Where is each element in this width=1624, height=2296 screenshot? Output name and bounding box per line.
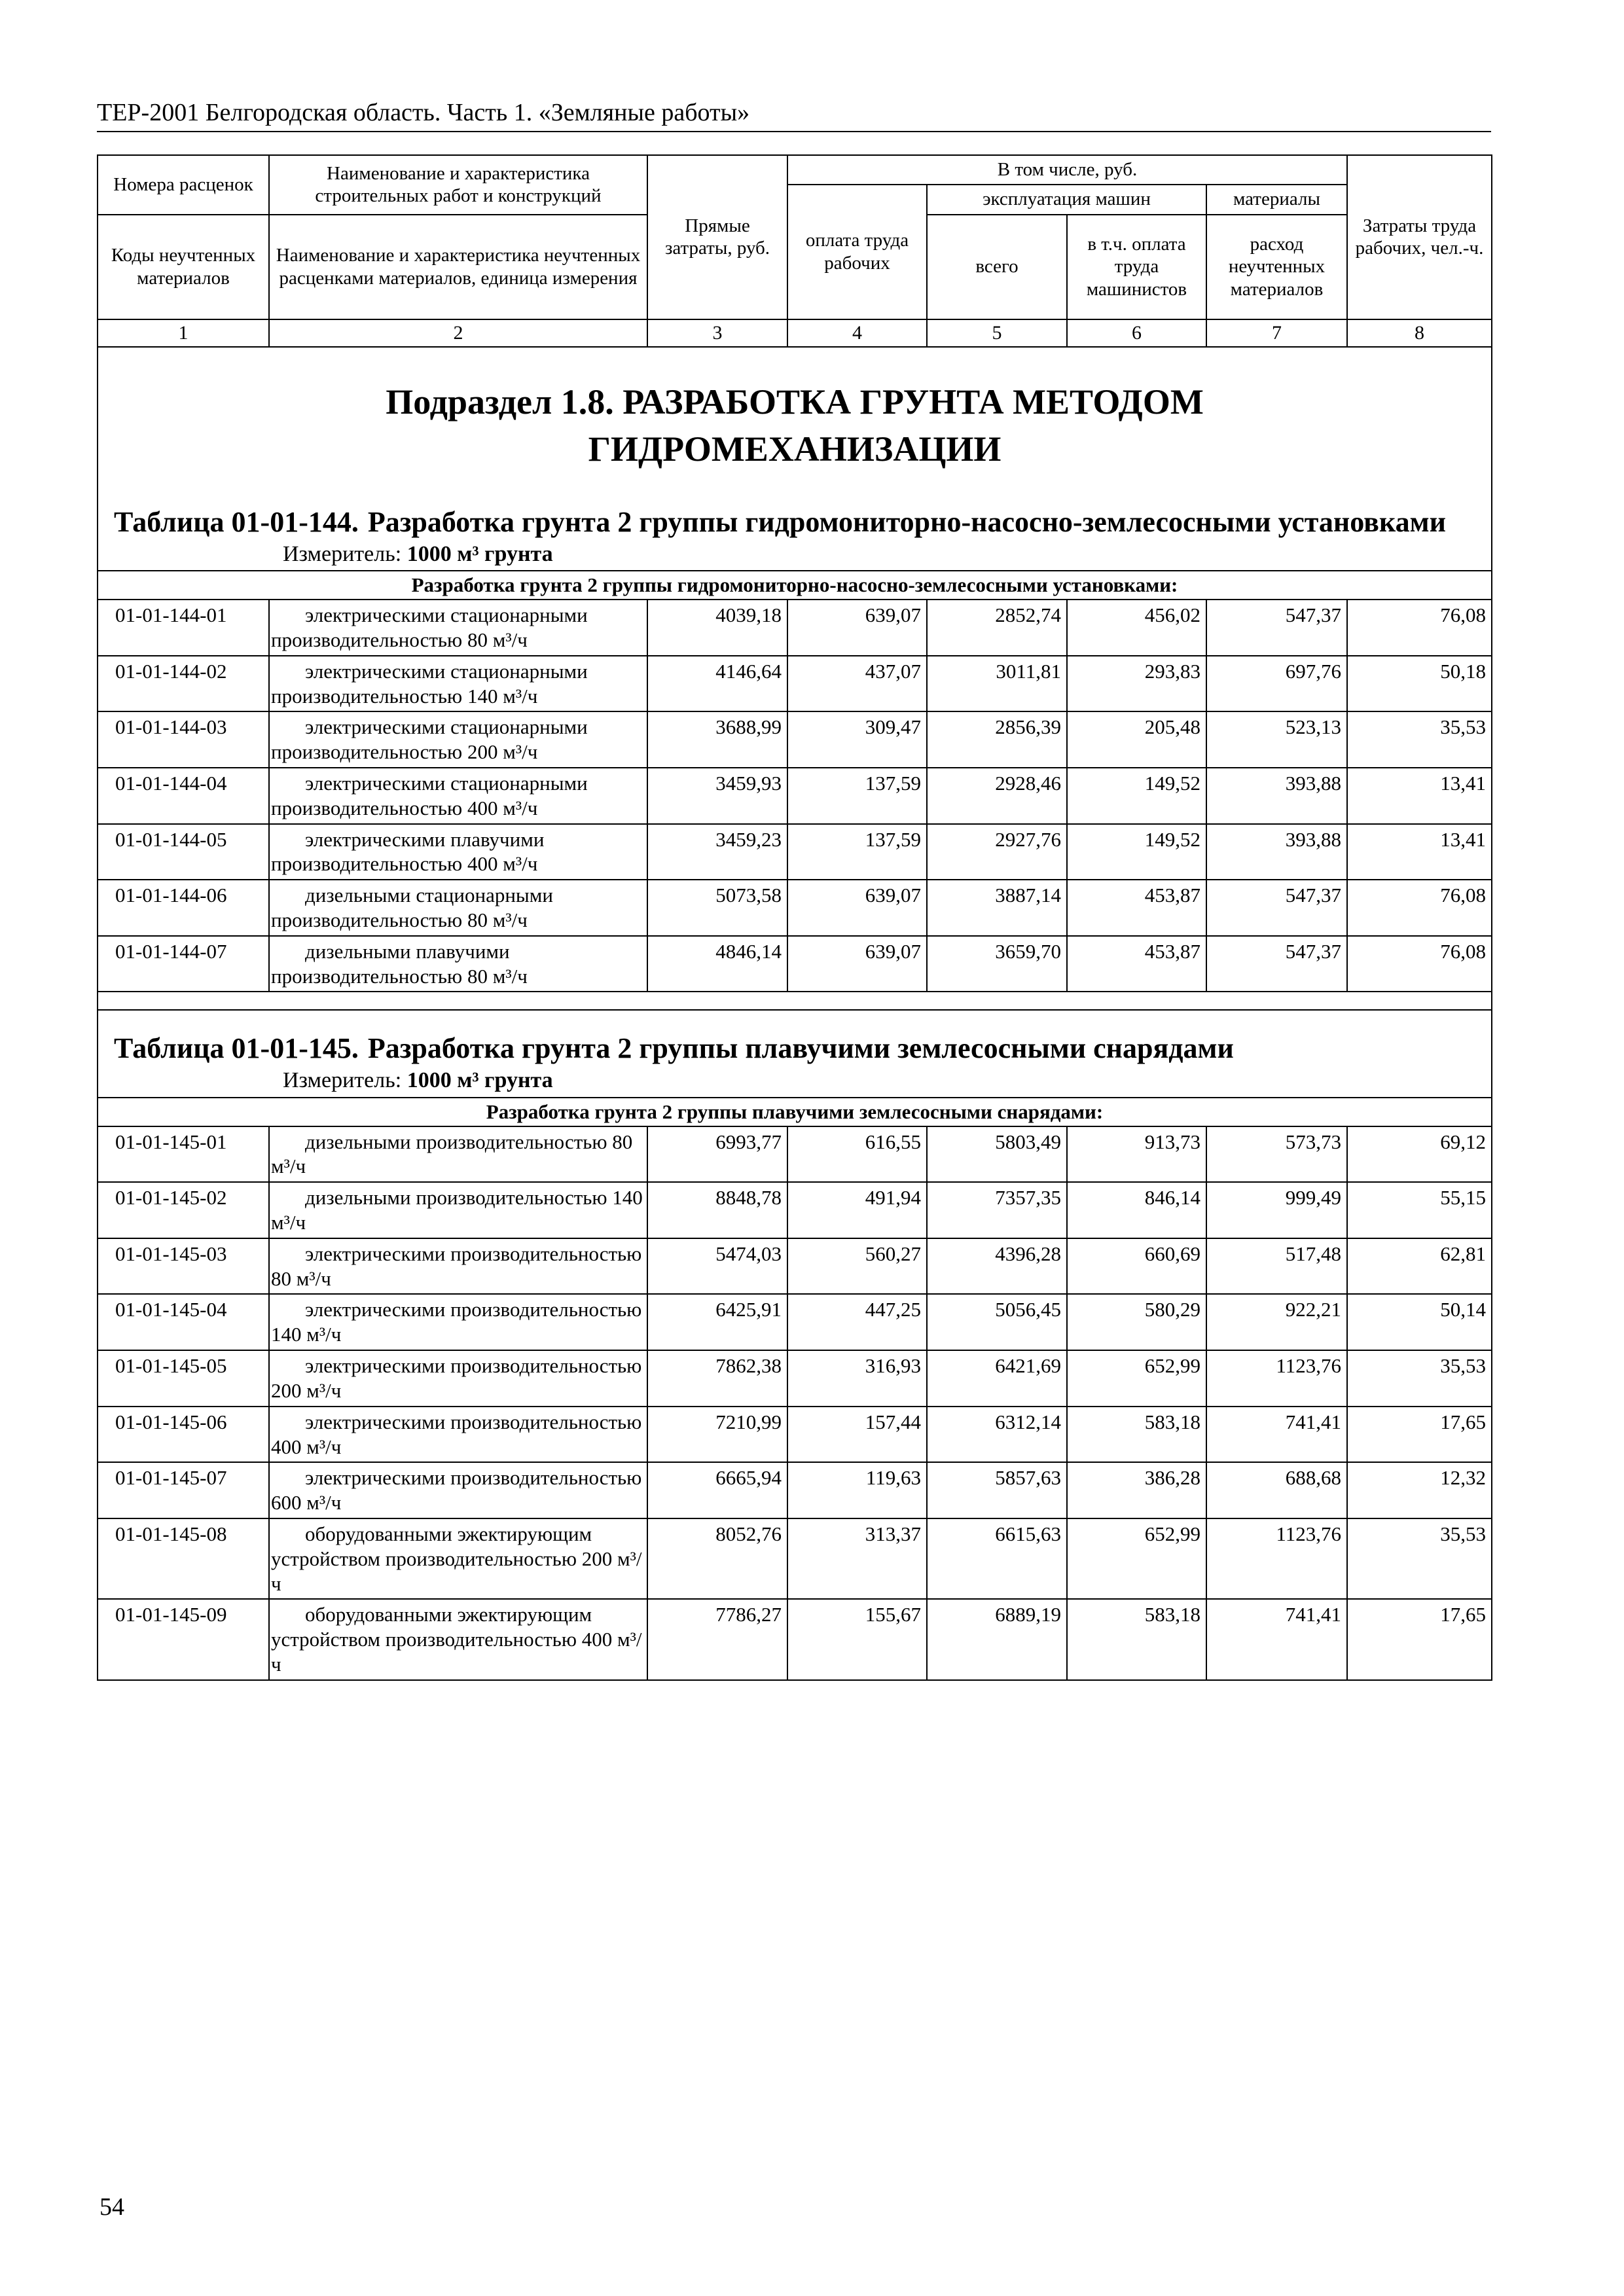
table-row	[98, 656, 1492, 712]
direct-costs: 8848,78	[647, 1182, 787, 1238]
material-costs: 741,41	[1206, 1599, 1347, 1679]
table-row	[98, 1126, 1492, 1183]
table-145-title	[98, 1011, 1491, 1067]
labor-wages: 639,07	[787, 880, 927, 936]
labor-hours: 76,08	[1347, 600, 1492, 656]
column-number: 5	[927, 319, 1067, 348]
work-description: электрическими стационарными производительностью 80 м³/ч	[269, 600, 647, 656]
work-description: дизельными производительностью 80 м³/ч	[269, 1126, 647, 1183]
rate-code: 01-01-144-04	[98, 768, 269, 824]
col2-header-bottom: Наименование и характеристика неучтенных расценками материалов, единица измерения	[269, 215, 647, 319]
rate-code: 01-01-145-04	[98, 1294, 269, 1350]
rate-code: 01-01-145-05	[98, 1350, 269, 1407]
material-costs: 697,76	[1206, 656, 1347, 712]
table-144-group-header: Разработка грунта 2 группы гидромониторно-насосно-землесосными установками:	[98, 571, 1492, 600]
work-description: электрическими стационарными производительностью 140 м³/ч	[269, 656, 647, 712]
machines-header: эксплуатация машин	[927, 185, 1206, 215]
labor-wages: 313,37	[787, 1518, 927, 1599]
work-description: дизельными стационарными производительностью 80 м³/ч	[269, 880, 647, 936]
labor-wages: 137,59	[787, 768, 927, 824]
machine-costs-total: 3887,14	[927, 880, 1067, 936]
work-description: электрическими производительностью 200 м³/ч	[269, 1350, 647, 1407]
table-row	[98, 1462, 1492, 1518]
labor-wages: 137,59	[787, 824, 927, 880]
machinist-wages: 456,02	[1067, 600, 1206, 656]
table-144-rows	[98, 600, 1492, 992]
labor-hours: 76,08	[1347, 936, 1492, 992]
material-costs: 1123,76	[1206, 1350, 1347, 1407]
table-144-measure	[98, 541, 1491, 570]
column-number: 1	[98, 319, 269, 348]
col1-header-top: Номера расценок	[98, 155, 269, 215]
table-row	[98, 1294, 1492, 1350]
machinist-wages: 149,52	[1067, 824, 1206, 880]
material-costs: 741,41	[1206, 1407, 1347, 1463]
machine-costs-total: 6421,69	[927, 1350, 1067, 1407]
work-description: электрическими производительностью 600 м³/ч	[269, 1462, 647, 1518]
machine-costs-total: 4396,28	[927, 1238, 1067, 1295]
column-number: 8	[1347, 319, 1492, 348]
material-costs: 573,73	[1206, 1126, 1347, 1183]
material-costs: 999,49	[1206, 1182, 1347, 1238]
column-number: 6	[1067, 319, 1206, 348]
col7-header: расход неучтенных материалов	[1206, 215, 1347, 319]
machine-costs-total: 6615,63	[927, 1518, 1067, 1599]
labor-wages: 155,67	[787, 1599, 927, 1679]
labor-wages: 639,07	[787, 936, 927, 992]
table-row	[98, 1599, 1492, 1679]
machinist-wages: 205,48	[1067, 711, 1206, 768]
machinist-wages: 652,99	[1067, 1350, 1206, 1407]
labor-hours: 35,53	[1347, 711, 1492, 768]
labor-wages: 491,94	[787, 1182, 927, 1238]
direct-costs: 3459,23	[647, 824, 787, 880]
labor-hours: 62,81	[1347, 1238, 1492, 1295]
rate-code: 01-01-144-03	[98, 711, 269, 768]
work-description: дизельными плавучими производительностью 80 м³/ч	[269, 936, 647, 992]
machinist-wages: 913,73	[1067, 1126, 1206, 1183]
rate-code: 01-01-145-06	[98, 1407, 269, 1463]
table-145-label: Таблица 01-01-145.	[114, 1032, 359, 1065]
col6-header: в т.ч. оплата труда машинистов	[1067, 215, 1206, 319]
table-145-measure	[98, 1067, 1491, 1096]
material-costs: 393,88	[1206, 824, 1347, 880]
table-row	[98, 936, 1492, 992]
rate-code: 01-01-144-06	[98, 880, 269, 936]
rates-table	[97, 154, 1492, 1681]
labor-wages: 560,27	[787, 1238, 927, 1295]
machinist-wages: 293,83	[1067, 656, 1206, 712]
machine-costs-total: 5056,45	[927, 1294, 1067, 1350]
table-row	[98, 1407, 1492, 1463]
rate-code: 01-01-145-02	[98, 1182, 269, 1238]
labor-hours: 12,32	[1347, 1462, 1492, 1518]
work-description: электрическими стационарными производительностью 400 м³/ч	[269, 768, 647, 824]
direct-costs: 5073,58	[647, 880, 787, 936]
measure-value: 1000 м³ грунта	[406, 1068, 553, 1093]
machine-costs-total: 2856,39	[927, 711, 1067, 768]
running-title: ТЕР-2001 Белгородская область. Часть 1. «Земляные работы»	[97, 99, 750, 126]
labor-hours: 35,53	[1347, 1350, 1492, 1407]
machine-costs-total: 6312,14	[927, 1407, 1067, 1463]
material-costs: 688,68	[1206, 1462, 1347, 1518]
machine-costs-total: 5857,63	[927, 1462, 1067, 1518]
machine-costs-total: 7357,35	[927, 1182, 1067, 1238]
machine-costs-total: 5803,49	[927, 1126, 1067, 1183]
labor-wages: 447,25	[787, 1294, 927, 1350]
table-row	[98, 711, 1492, 768]
machine-costs-total: 2928,46	[927, 768, 1067, 824]
labor-hours: 76,08	[1347, 880, 1492, 936]
col4-header: оплата труда рабочих	[787, 185, 927, 319]
table-145-title-text: Разработка грунта 2 группы плавучими землесосными снарядами	[367, 1032, 1234, 1065]
machinist-wages: 583,18	[1067, 1599, 1206, 1679]
table-144-title	[98, 486, 1491, 541]
work-description: электрическими плавучими производительностью 400 м³/ч	[269, 824, 647, 880]
direct-costs: 3459,93	[647, 768, 787, 824]
direct-costs: 4146,64	[647, 656, 787, 712]
material-costs: 523,13	[1206, 711, 1347, 768]
direct-costs: 6665,94	[647, 1462, 787, 1518]
rate-code: 01-01-145-08	[98, 1518, 269, 1599]
machinist-wages: 652,99	[1067, 1518, 1206, 1599]
machinist-wages: 846,14	[1067, 1182, 1206, 1238]
material-costs: 517,48	[1206, 1238, 1347, 1295]
rate-code: 01-01-145-03	[98, 1238, 269, 1295]
table-row	[98, 1238, 1492, 1295]
table-row	[98, 880, 1492, 936]
measure-label: Измеритель:	[283, 541, 402, 566]
table-spacer	[98, 992, 1492, 1010]
work-description: дизельными производительностью 140 м³/ч	[269, 1182, 647, 1238]
direct-costs: 4039,18	[647, 600, 787, 656]
measure-label: Измеритель:	[283, 1068, 402, 1093]
materials-header: материалы	[1206, 185, 1347, 215]
col2-header-top: Наименование и характеристика строительных работ и конструкций	[269, 155, 647, 215]
labor-wages: 157,44	[787, 1407, 927, 1463]
material-costs: 547,37	[1206, 600, 1347, 656]
col3-header: Прямые затраты, руб.	[647, 155, 787, 319]
column-number: 3	[647, 319, 787, 348]
material-costs: 547,37	[1206, 880, 1347, 936]
column-number: 4	[787, 319, 927, 348]
work-description: электрическими производительностью 400 м³/ч	[269, 1407, 647, 1463]
table-145-rows	[98, 1126, 1492, 1680]
col8-header: Затраты труда рабочих, чел.-ч.	[1347, 155, 1492, 319]
labor-hours: 35,53	[1347, 1518, 1492, 1599]
labor-hours: 50,14	[1347, 1294, 1492, 1350]
column-number: 2	[269, 319, 647, 348]
subsection-title-line1: Подраздел 1.8. РАЗРАБОТКА ГРУНТА МЕТОДОМ	[386, 382, 1204, 422]
direct-costs: 4846,14	[647, 936, 787, 992]
table-row	[98, 1518, 1492, 1599]
labor-hours: 17,65	[1347, 1407, 1492, 1463]
material-costs: 547,37	[1206, 936, 1347, 992]
machine-costs-total: 3011,81	[927, 656, 1067, 712]
machine-costs-total: 2927,76	[927, 824, 1067, 880]
labor-hours: 17,65	[1347, 1599, 1492, 1679]
machinist-wages: 583,18	[1067, 1407, 1206, 1463]
table-144-title-text: Разработка грунта 2 группы гидромониторно-насосно-землесосными установками	[367, 505, 1446, 538]
labor-hours: 69,12	[1347, 1126, 1492, 1183]
section-block-144	[98, 347, 1492, 571]
subsection-title-line2: ГИДРОМЕХАНИЗАЦИИ	[588, 429, 1001, 469]
section-block-145	[98, 1010, 1492, 1097]
work-description: оборудованными эжектирующим устройством производительностью 200 м³/ч	[269, 1518, 647, 1599]
labor-hours: 13,41	[1347, 768, 1492, 824]
table-row	[98, 824, 1492, 880]
labor-hours: 50,18	[1347, 656, 1492, 712]
labor-wages: 316,93	[787, 1350, 927, 1407]
labor-hours: 13,41	[1347, 824, 1492, 880]
col5-header: всего	[927, 215, 1067, 319]
rate-code: 01-01-144-05	[98, 824, 269, 880]
direct-costs: 5474,03	[647, 1238, 787, 1295]
rate-code: 01-01-145-09	[98, 1599, 269, 1679]
labor-wages: 309,47	[787, 711, 927, 768]
rate-code: 01-01-144-01	[98, 600, 269, 656]
machine-costs-total: 3659,70	[927, 936, 1067, 992]
machinist-wages: 453,87	[1067, 880, 1206, 936]
labor-wages: 616,55	[787, 1126, 927, 1183]
work-description: электрическими производительностью 80 м³/ч	[269, 1238, 647, 1295]
measure-value: 1000 м³ грунта	[406, 541, 553, 566]
direct-costs: 7786,27	[647, 1599, 787, 1679]
machinist-wages: 149,52	[1067, 768, 1206, 824]
machinist-wages: 580,29	[1067, 1294, 1206, 1350]
machine-costs-total: 6889,19	[927, 1599, 1067, 1679]
table-row	[98, 1350, 1492, 1407]
work-description: оборудованными эжектирующим устройством производительностью 400 м³/ч	[269, 1599, 647, 1679]
subsection-title	[98, 348, 1491, 486]
page-number: 54	[99, 2193, 124, 2221]
direct-costs: 6425,91	[647, 1294, 787, 1350]
direct-costs: 7210,99	[647, 1407, 787, 1463]
labor-wages: 437,07	[787, 656, 927, 712]
labor-wages: 639,07	[787, 600, 927, 656]
machinist-wages: 660,69	[1067, 1238, 1206, 1295]
table-row	[98, 1182, 1492, 1238]
included-header: В том числе, руб.	[787, 155, 1347, 185]
labor-hours: 55,15	[1347, 1182, 1492, 1238]
table-145-group-header: Разработка грунта 2 группы плавучими землесосными снарядами:	[98, 1098, 1492, 1126]
col1-header-bottom: Коды неучтенных материалов	[98, 215, 269, 319]
machinist-wages: 453,87	[1067, 936, 1206, 992]
table-row	[98, 768, 1492, 824]
rate-code: 01-01-144-02	[98, 656, 269, 712]
direct-costs: 6993,77	[647, 1126, 787, 1183]
work-description: электрическими производительностью 140 м³/ч	[269, 1294, 647, 1350]
material-costs: 393,88	[1206, 768, 1347, 824]
material-costs: 922,21	[1206, 1294, 1347, 1350]
rate-code: 01-01-144-07	[98, 936, 269, 992]
header-rule	[97, 131, 1491, 132]
labor-wages: 119,63	[787, 1462, 927, 1518]
machinist-wages: 386,28	[1067, 1462, 1206, 1518]
direct-costs: 8052,76	[647, 1518, 787, 1599]
material-costs: 1123,76	[1206, 1518, 1347, 1599]
work-description: электрическими стационарными производительностью 200 м³/ч	[269, 711, 647, 768]
column-number: 7	[1206, 319, 1347, 348]
table-row	[98, 600, 1492, 656]
rate-code: 01-01-145-01	[98, 1126, 269, 1183]
rate-code: 01-01-145-07	[98, 1462, 269, 1518]
direct-costs: 3688,99	[647, 711, 787, 768]
direct-costs: 7862,38	[647, 1350, 787, 1407]
table-144-label: Таблица 01-01-144.	[114, 505, 359, 538]
machine-costs-total: 2852,74	[927, 600, 1067, 656]
